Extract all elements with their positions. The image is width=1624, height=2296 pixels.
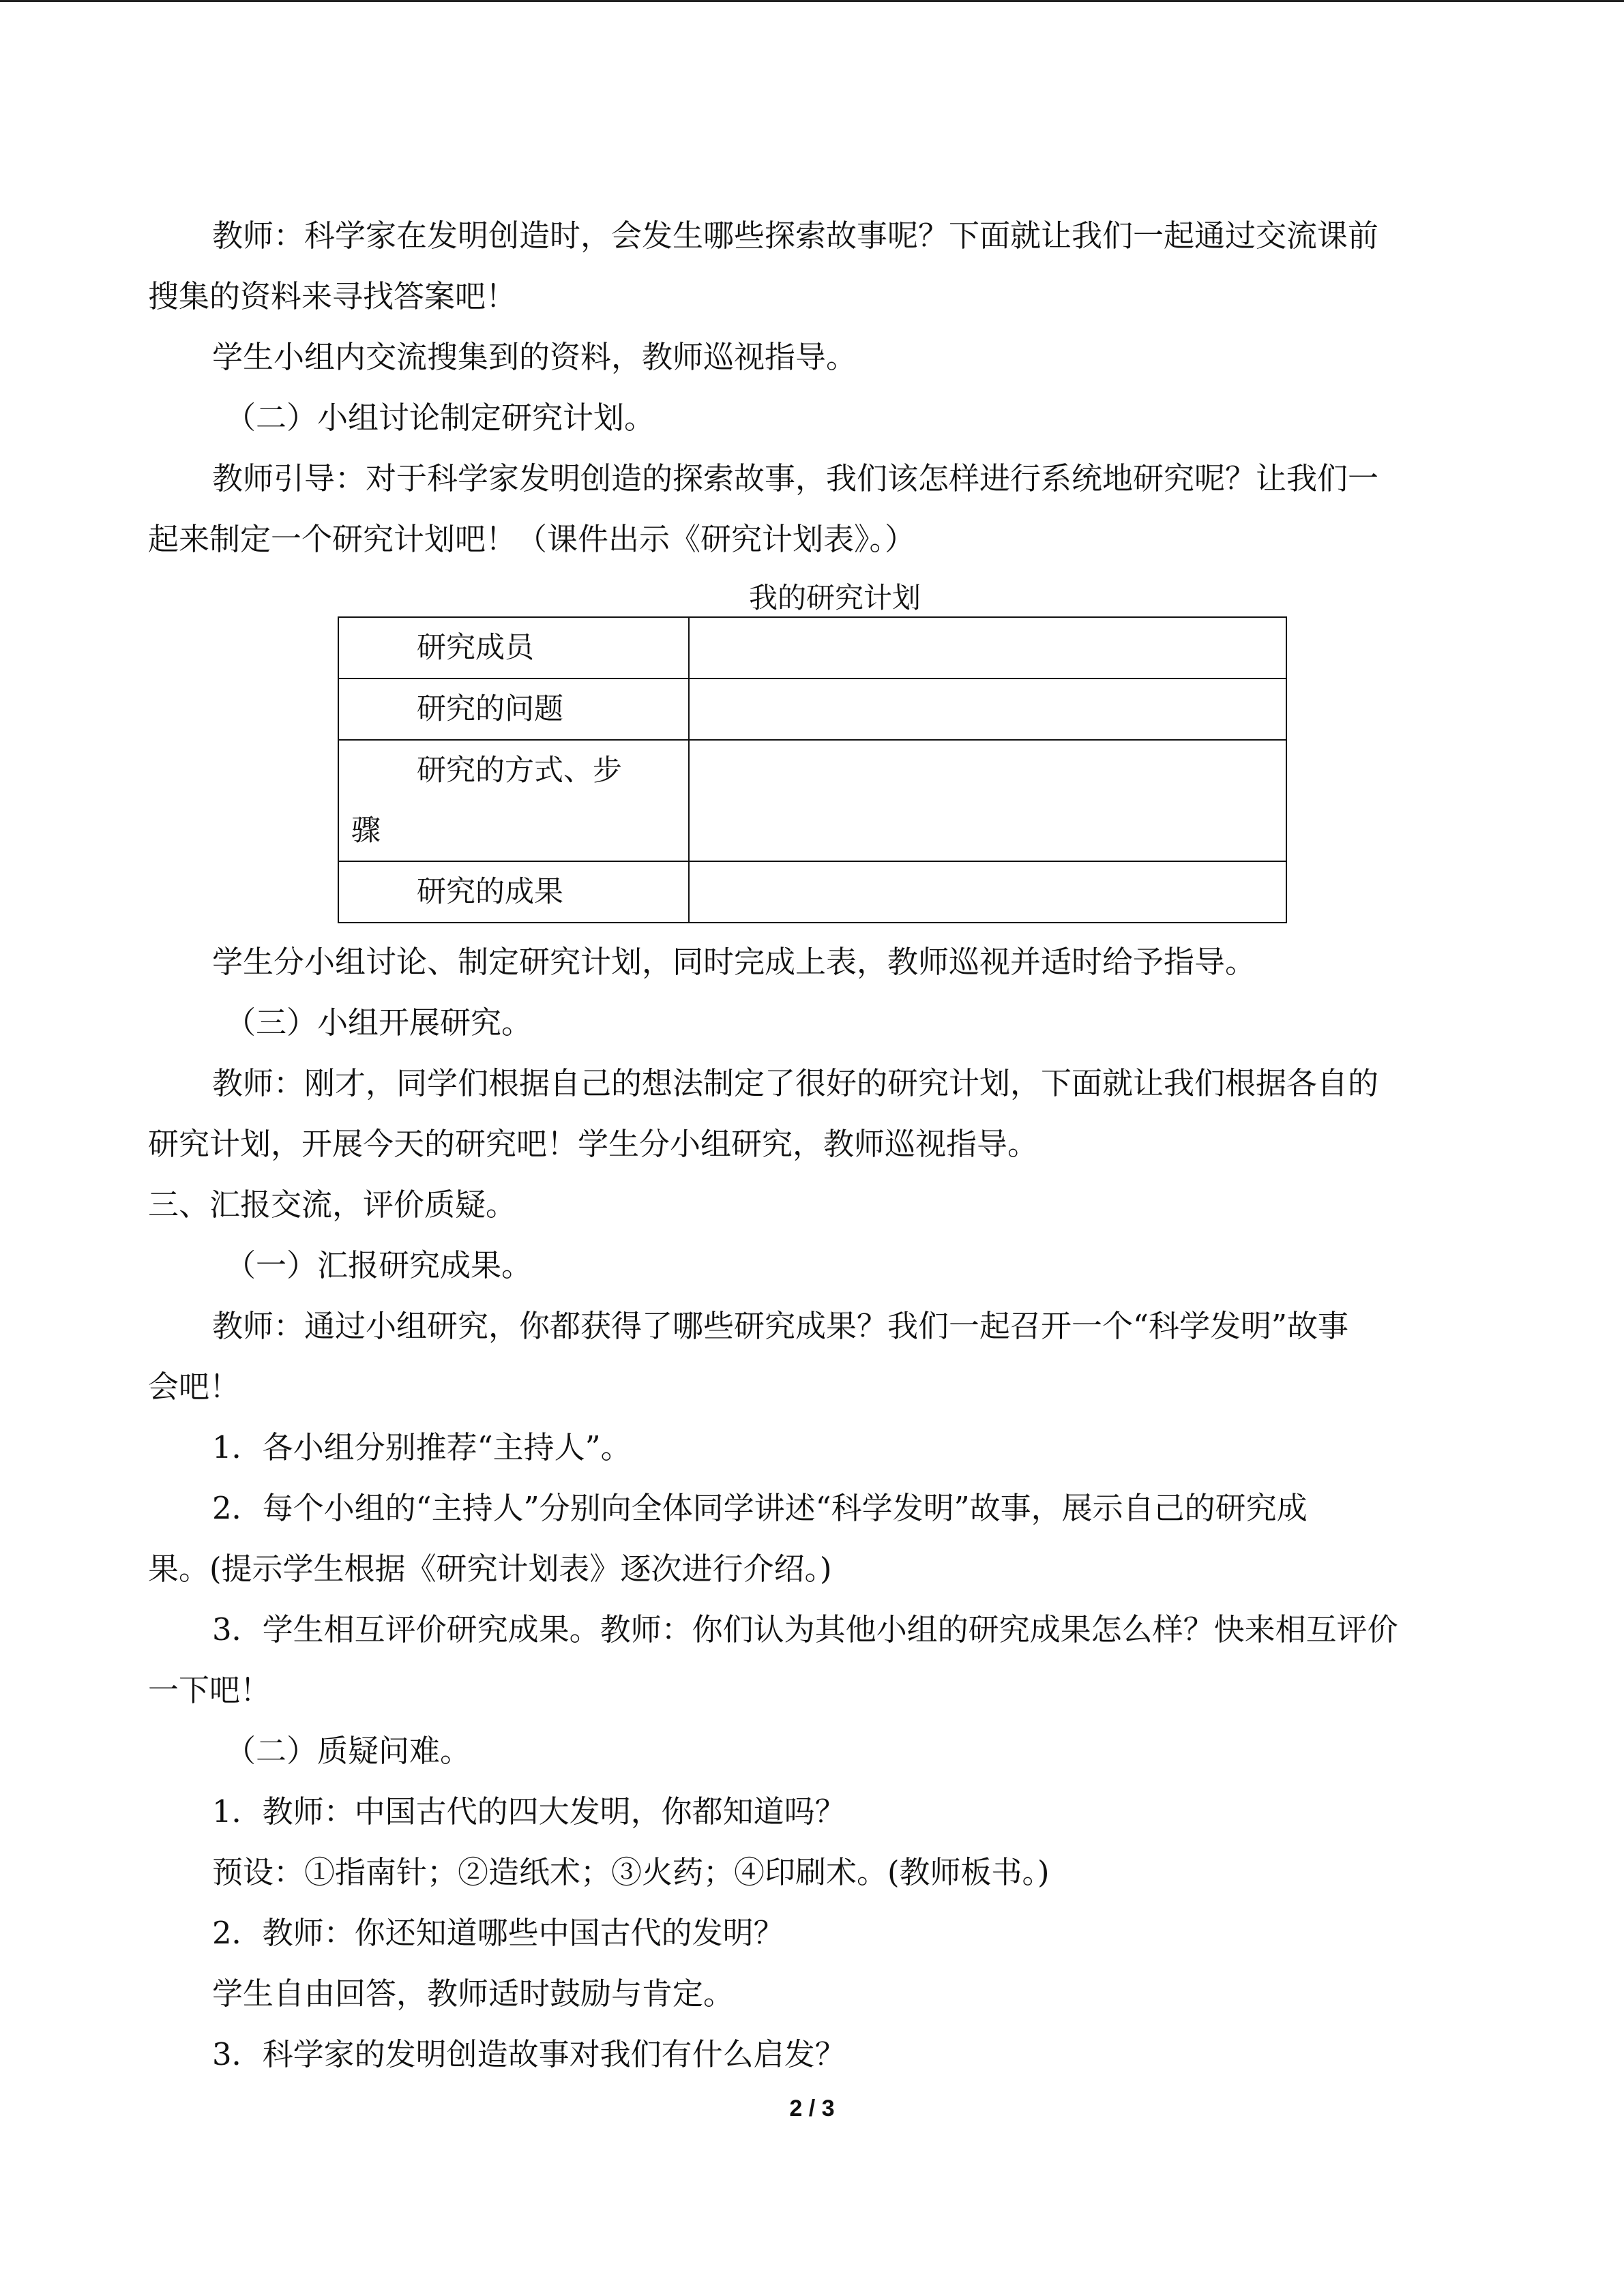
table-row — [338, 679, 1286, 740]
research-plan-table — [338, 616, 1287, 923]
list-item-story-line2: 果。(提示学生根据《研究计划表》逐次进行介绍。) — [148, 1551, 832, 1587]
paragraph-student-plan: 学生分小组讨论、制定研究计划，同时完成上表，教师巡视并适时给予指导。 — [212, 944, 1256, 980]
list-item-evaluate-line2: 一下吧！ — [148, 1672, 271, 1708]
list-item-inspiration: 3．科学家的发明创造故事对我们有什么启发？ — [212, 2036, 846, 2072]
heading-group-research: （三）小组开展研究。 — [225, 1004, 533, 1041]
row-label-members: 研究成员 — [417, 631, 534, 665]
paragraph-teacher-research-line2: 研究计划，开展今天的研究吧！学生分小组研究，教师巡视指导。 — [148, 1126, 1039, 1162]
row-label-method-line1: 研究的方式、步 — [417, 754, 622, 788]
table-label-cell — [338, 861, 689, 923]
table-caption: 我的研究计划 — [749, 581, 921, 614]
table-value-cell — [689, 617, 1286, 679]
paragraph-teacher-intro-line1: 教师：科学家在发明创造时，会发生哪些探索故事呢？下面就让我们一起通过交流课前 — [212, 218, 1379, 254]
table-row — [338, 617, 1286, 679]
paragraph-teacher-guide-line2: 起来制定一个研究计划吧！（课件出示《研究计划表》。） — [148, 521, 916, 557]
heading-questions: （二）质疑问难。 — [225, 1733, 471, 1769]
heading-report-results: （一）汇报研究成果。 — [225, 1247, 533, 1283]
list-item-evaluate-line1: 3．学生相互评价研究成果。教师：你们认为其他小组的研究成果怎么样？快来相互评价 — [212, 1611, 1398, 1648]
row-label-results: 研究的成果 — [417, 875, 563, 909]
table-value-cell — [689, 740, 1286, 861]
paragraph-story-meeting-line1: 教师：通过小组研究，你都获得了哪些研究成果？我们一起召开一个“科学发明”故事 — [212, 1308, 1349, 1344]
table-value-cell — [689, 679, 1286, 740]
list-item-four-inventions: 1．教师：中国古代的四大发明，你都知道吗？ — [212, 1793, 846, 1830]
paragraph-student-exchange: 学生小组内交流搜集到的资料，教师巡视指导。 — [212, 339, 857, 375]
paragraph-story-meeting-line2: 会吧！ — [148, 1369, 241, 1405]
table-value-cell — [689, 861, 1286, 923]
list-item-other-inventions: 2．教师：你还知道哪些中国古代的发明？ — [212, 1915, 784, 1951]
list-item-story-line1: 2．每个小组的“主持人”分别向全体同学讲述“科学发明”故事，展示自己的研究成 — [212, 1490, 1308, 1526]
paragraph-teacher-guide-line1: 教师引导：对于科学家发明创造的探索故事，我们该怎样进行系统地研究呢？让我们一 — [212, 460, 1379, 496]
table-row — [338, 861, 1286, 923]
page-number: 2 / 3 — [789, 2096, 835, 2121]
table-row — [338, 740, 1286, 861]
table-label-cell — [338, 679, 689, 740]
table-label-cell — [338, 740, 689, 861]
row-label-method-line2: 骤 — [351, 814, 381, 848]
heading-group-discussion: （二）小组讨论制定研究计划。 — [225, 400, 655, 436]
row-label-question: 研究的问题 — [417, 692, 563, 726]
heading-section-three: 三、汇报交流，评价质疑。 — [148, 1187, 517, 1223]
paragraph-teacher-research-line1: 教师：刚才，同学们根据自己的想法制定了很好的研究计划，下面就让我们根据各自的 — [212, 1065, 1379, 1101]
paragraph-free-answer: 学生自由回答，教师适时鼓励与肯定。 — [212, 1976, 735, 2012]
list-item-host: 1．各小组分别推荐“主持人”。 — [212, 1429, 632, 1465]
paragraph-preset-answers: 预设：①指南针；②造纸术；③火药；④印刷术。(教师板书。) — [212, 1854, 1050, 1890]
paragraph-teacher-intro-line2: 搜集的资料来寻找答案吧！ — [148, 278, 517, 314]
table-label-cell — [338, 617, 689, 679]
